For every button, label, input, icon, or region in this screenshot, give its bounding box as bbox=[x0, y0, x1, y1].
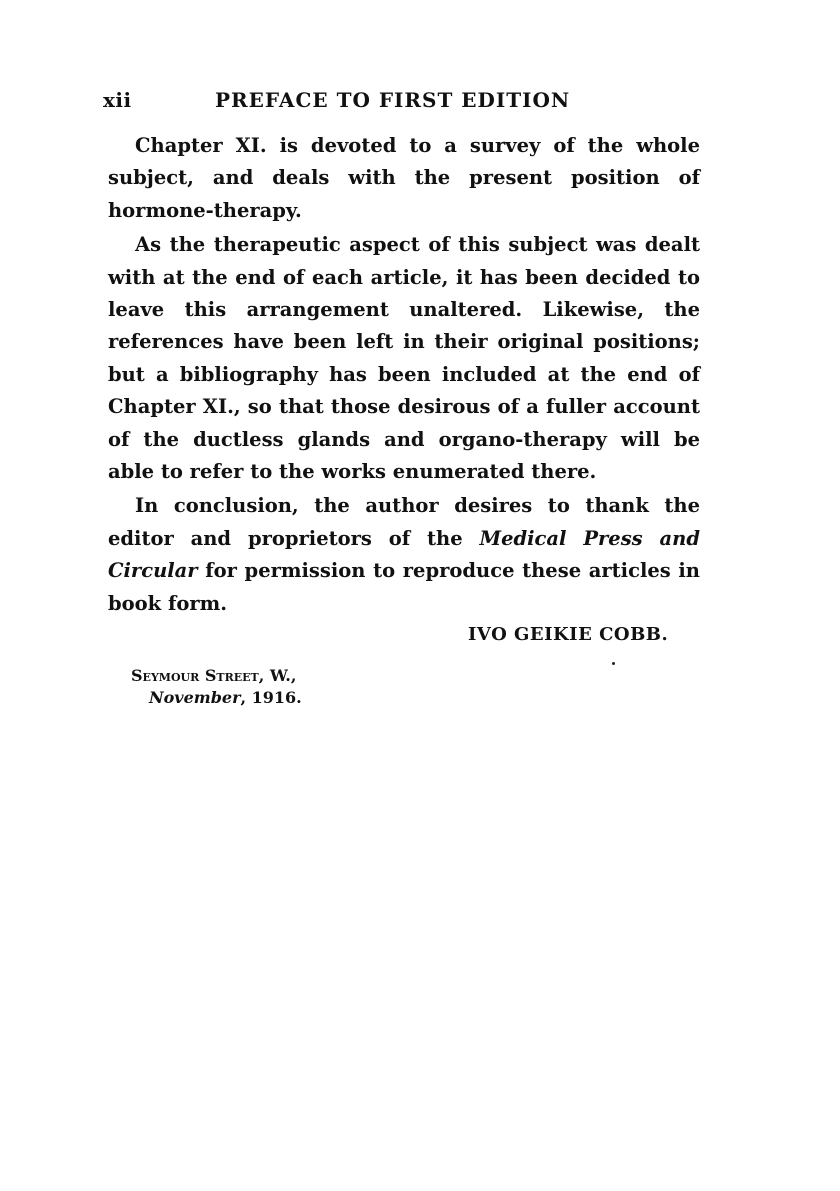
date-year: , 1916. bbox=[240, 688, 302, 707]
paragraph-1: Chapter XI. is devoted to a survey of the whole subject, and deals with the present position of hormone-therapy. bbox=[108, 134, 700, 222]
paragraph-3-end: for permission to reproduce these articles in book form. bbox=[108, 559, 700, 615]
address-street: Seymour Street, W., bbox=[131, 666, 297, 685]
address-block bbox=[131, 665, 302, 709]
journal-title: Medical Press and Circular bbox=[108, 526, 700, 583]
preface-body bbox=[108, 130, 700, 620]
stray-dot bbox=[612, 662, 615, 665]
paragraph-3-start: In conclusion, the author desires to thank the editor and proprietors of the bbox=[108, 494, 700, 550]
paragraph-2: As the therapeutic aspect of this subject was dealt with at the end of each article, it has been decided to leave this arrangement unaltered. Likewise, the references have been left in their original positions; but a bibliography has been included at the end of Chapter XI., so that those desirous of a fuller account of the ductless glands and organo-therapy will be able to refer to the works enumerated there. bbox=[108, 233, 700, 484]
page-number: xii bbox=[103, 88, 132, 112]
running-head bbox=[103, 86, 703, 120]
paragraph-3 bbox=[108, 490, 700, 620]
date-month: November bbox=[149, 688, 241, 707]
author-signature: IVO GEIKIE COBB. bbox=[468, 624, 669, 645]
address-date bbox=[131, 687, 302, 709]
running-title: PREFACE TO FIRST EDITION bbox=[215, 88, 571, 112]
